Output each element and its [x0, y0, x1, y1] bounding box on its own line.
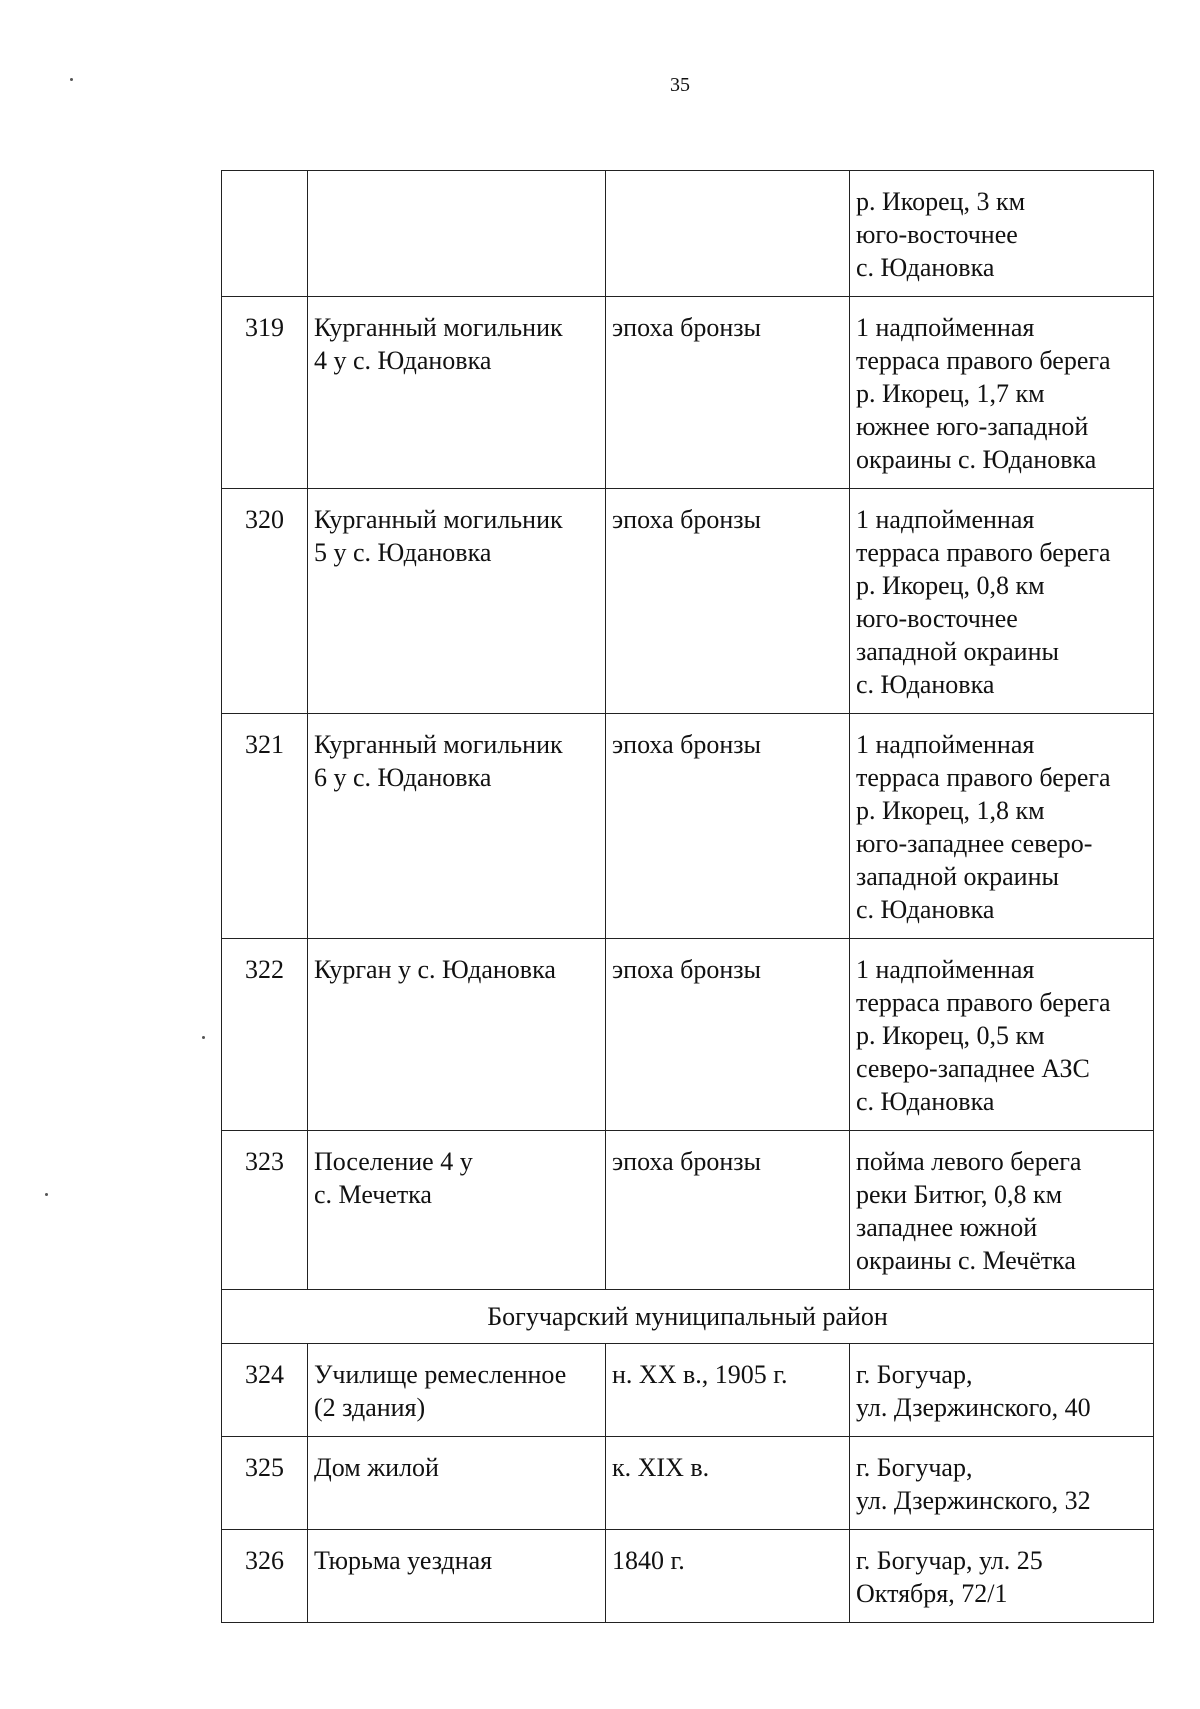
cell-location: г. Богучар, ул. Дзержинского, 32 — [850, 1437, 1154, 1530]
cell-number: 319 — [222, 297, 308, 489]
table-row — [222, 1530, 1154, 1623]
cell-name: Тюрьма уездная — [308, 1530, 606, 1623]
cell-dating: эпоха бронзы — [606, 297, 850, 489]
cell-dating — [606, 171, 850, 297]
scan-speck — [70, 78, 73, 81]
table-row — [222, 1437, 1154, 1530]
cell-name: Поселение 4 у с. Мечетка — [308, 1131, 606, 1290]
cell-name: Курган у с. Юдановка — [308, 939, 606, 1131]
cell-dating: эпоха бронзы — [606, 939, 850, 1131]
scan-speck — [202, 1036, 205, 1039]
table-row — [222, 297, 1154, 489]
table-row — [222, 1131, 1154, 1290]
cell-location: пойма левого берега реки Битюг, 0,8 км западнее южной окраины с. Мечётка — [850, 1131, 1154, 1290]
cell-number: 321 — [222, 714, 308, 939]
cell-name — [308, 171, 606, 297]
table-row — [222, 171, 1154, 297]
cell-number: 325 — [222, 1437, 308, 1530]
cell-number: 323 — [222, 1131, 308, 1290]
cell-location: 1 надпойменная терраса правого берега р. Икорец, 1,8 км юго-западнее северо- западной окраины с. Юдановка — [850, 714, 1154, 939]
cell-name: Дом жилой — [308, 1437, 606, 1530]
cell-name: Курганный могильник 4 у с. Юдановка — [308, 297, 606, 489]
cell-dating: к. XIX в. — [606, 1437, 850, 1530]
page-number: 35 — [670, 74, 690, 96]
cell-dating: н. XX в., 1905 г. — [606, 1344, 850, 1437]
cell-location: р. Икорец, 3 км юго-восточнее с. Юдановка — [850, 171, 1154, 297]
section-title: Богучарский муниципальный район — [222, 1290, 1154, 1344]
table-body — [222, 171, 1154, 1623]
cell-location: г. Богучар, ул. 25 Октября, 72/1 — [850, 1530, 1154, 1623]
cell-location: 1 надпойменная терраса правого берега р. Икорец, 0,5 км северо-западнее АЗС с. Юдановка — [850, 939, 1154, 1131]
cell-name: Курганный могильник 6 у с. Юдановка — [308, 714, 606, 939]
cell-number: 320 — [222, 489, 308, 714]
cell-name: Курганный могильник 5 у с. Юдановка — [308, 489, 606, 714]
cell-number: 326 — [222, 1530, 308, 1623]
table-row — [222, 714, 1154, 939]
section-header-row — [222, 1290, 1154, 1344]
cell-number — [222, 171, 308, 297]
cell-location: 1 надпойменная терраса правого берега р. Икорец, 0,8 км юго-восточнее западной окраины с. Юдановка — [850, 489, 1154, 714]
table-row — [222, 1344, 1154, 1437]
monuments-table — [221, 170, 1154, 1623]
cell-dating: эпоха бронзы — [606, 489, 850, 714]
cell-location: г. Богучар, ул. Дзержинского, 40 — [850, 1344, 1154, 1437]
cell-dating: эпоха бронзы — [606, 714, 850, 939]
scan-speck — [45, 1193, 48, 1196]
table-row — [222, 939, 1154, 1131]
cell-dating: 1840 г. — [606, 1530, 850, 1623]
cell-name: Училище ремесленное (2 здания) — [308, 1344, 606, 1437]
table-row — [222, 489, 1154, 714]
cell-dating: эпоха бронзы — [606, 1131, 850, 1290]
cell-location: 1 надпойменная терраса правого берега р. Икорец, 1,7 км южнее юго-западной окраины с. Юдановка — [850, 297, 1154, 489]
cell-number: 324 — [222, 1344, 308, 1437]
cell-number: 322 — [222, 939, 308, 1131]
